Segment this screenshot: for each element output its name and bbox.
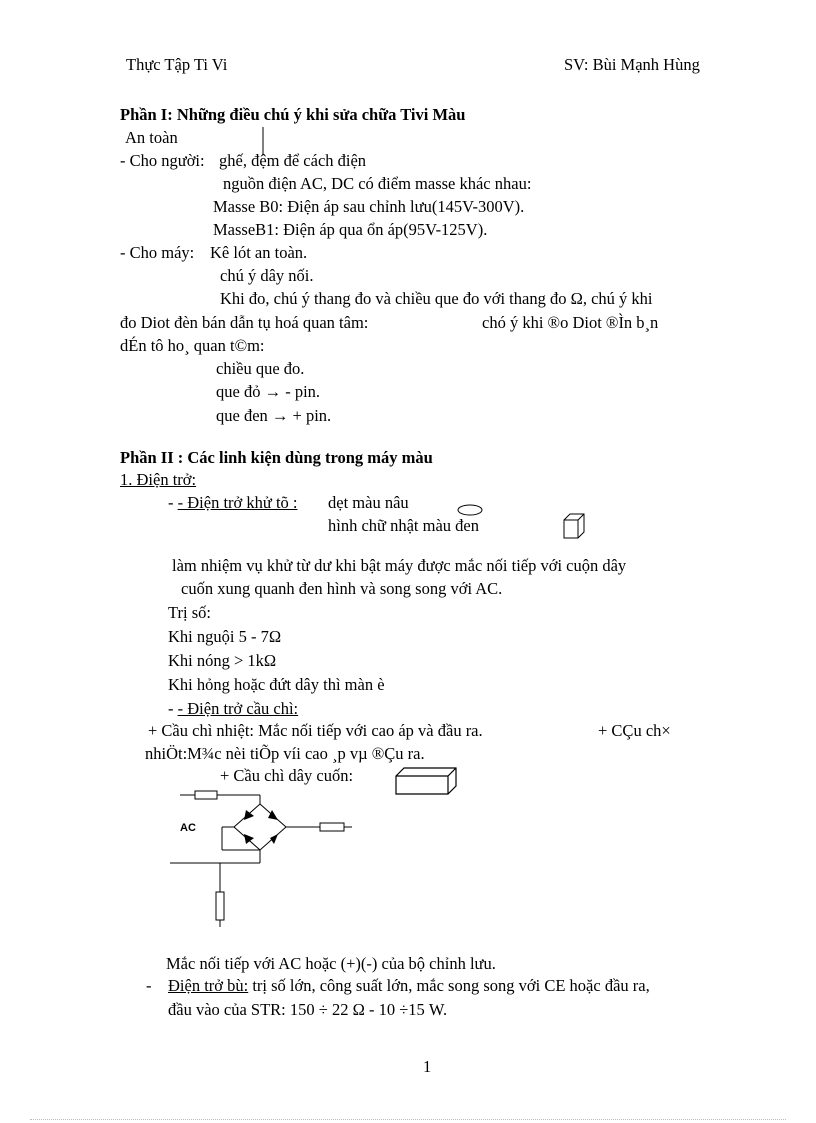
- wire-note: chú ý dây nối.: [220, 266, 314, 285]
- measure-line-2a: đo Diot đèn bán dẫn tụ hoá quan tâm:: [120, 313, 369, 332]
- hot-value: Khi nóng > 1kΩ: [168, 651, 277, 670]
- fuse-dash: -: [168, 699, 178, 718]
- thermal-fuse-text: + Cầu chì nhiệt: Mắc nối tiếp với cao áp và đầu ra.: [148, 721, 483, 740]
- degauss-desc-1: làm nhiệm vụ khử từ dư khi bật máy được mắc nối tiếp với cuộn dây: [172, 556, 627, 575]
- series-note: Mắc nối tiếp với AC hoặc (+)(-) của bộ chỉnh lưu.: [166, 954, 496, 973]
- part2-heading: Phần II : Các linh kiện dùng trong máy màu: [120, 448, 433, 467]
- measure-line-2b: chó ý khi ®o Diot ®Ìn b¸n: [482, 313, 659, 332]
- comp-line-2: đầu vào của STR: 150 ÷ 22 Ω - 10 ÷15 W.: [168, 1000, 448, 1019]
- person-text: ghế, đệm để cách điện: [219, 151, 367, 170]
- ground-resistor: [216, 892, 224, 920]
- box-resistor-icon: [563, 512, 587, 542]
- comp-text: trị số lớn, công suất lớn, mắc song song với CE hoặc đầu ra,: [248, 976, 650, 995]
- output-resistor: [320, 823, 344, 831]
- machine-text: Kê lót an toàn.: [210, 243, 308, 262]
- measure-line-1: Khi đo, chú ý thang đo và chiều que đo với thang đo Ω, chú ý khi: [220, 289, 653, 308]
- page-bottom-border: [30, 1119, 786, 1120]
- section-resistor: 1. Điện trở:: [120, 470, 197, 489]
- degauss-dash: -: [168, 493, 178, 512]
- degauss-label: [168, 493, 297, 513]
- thermal-fuse-garbled-1: + CÇu ch×: [598, 721, 671, 740]
- diode-icons: [244, 810, 278, 844]
- person-prefix: - Cho người:: [120, 151, 205, 170]
- header-right: SV: Bùi Mạnh Hùng: [564, 55, 700, 74]
- degauss-type-rect: hình chữ nhật màu đen: [328, 516, 479, 535]
- degauss-name: - Điện trở khử tõ :: [177, 493, 298, 512]
- diagram-ac-label: AC: [180, 822, 196, 834]
- header-left: Thực Tập Ti Vi: [126, 55, 228, 74]
- fuse-resistor-label: [168, 699, 298, 719]
- bridge-rectifier-diagram: [160, 780, 360, 930]
- machine-prefix: - Cho máy:: [120, 243, 195, 262]
- comp-dash: -: [146, 976, 152, 995]
- input-resistor: [195, 791, 217, 799]
- thermal-fuse-garbled-2: nhiÖt:M¾c nèi tiÕp víi cao ¸p vµ ®Çu ra.: [145, 744, 425, 763]
- part1-heading: Phần I: Những điều chú ý khi sửa chữa Tivi Màu: [120, 105, 466, 124]
- probe-direction: chiều que đo.: [216, 359, 305, 378]
- masse-b0-text: Masse B0: Điện áp sau chỉnh lưu(145V-300V).: [213, 197, 525, 216]
- wire-fuse-icon: [393, 766, 459, 798]
- probe-black: que đen → + pin.: [216, 406, 332, 425]
- fuse-name: - Điện trở cầu chì:: [177, 699, 299, 718]
- wire-fuse-label: + Cầu chì dây cuốn:: [220, 766, 354, 785]
- page-number: 1: [423, 1057, 432, 1076]
- cold-value: Khi nguội 5 - 7Ω: [168, 627, 282, 646]
- masse-b1-text: MasseB1: Điện áp qua ổn áp(95V-125V).: [213, 220, 488, 239]
- comp-label: Điện trở bù:: [168, 976, 249, 995]
- broken-note: Khi hỏng hoặc đứt dây thì màn è: [168, 675, 385, 694]
- degauss-desc-2: cuốn xung quanh đen hình và song song với AC.: [181, 579, 503, 598]
- probe-red: que đỏ → - pin.: [216, 382, 321, 401]
- measure-line-3: dÉn tô ho¸ quan t©m:: [120, 336, 265, 355]
- power-source-text: nguồn điện AC, DC có điểm masse khác nhau:: [223, 174, 532, 193]
- safety-label: An toàn: [125, 128, 178, 147]
- degauss-type-flat: dẹt màu nâu: [328, 493, 409, 512]
- value-label: Trị số:: [168, 603, 211, 622]
- comp-line-1: [168, 976, 650, 996]
